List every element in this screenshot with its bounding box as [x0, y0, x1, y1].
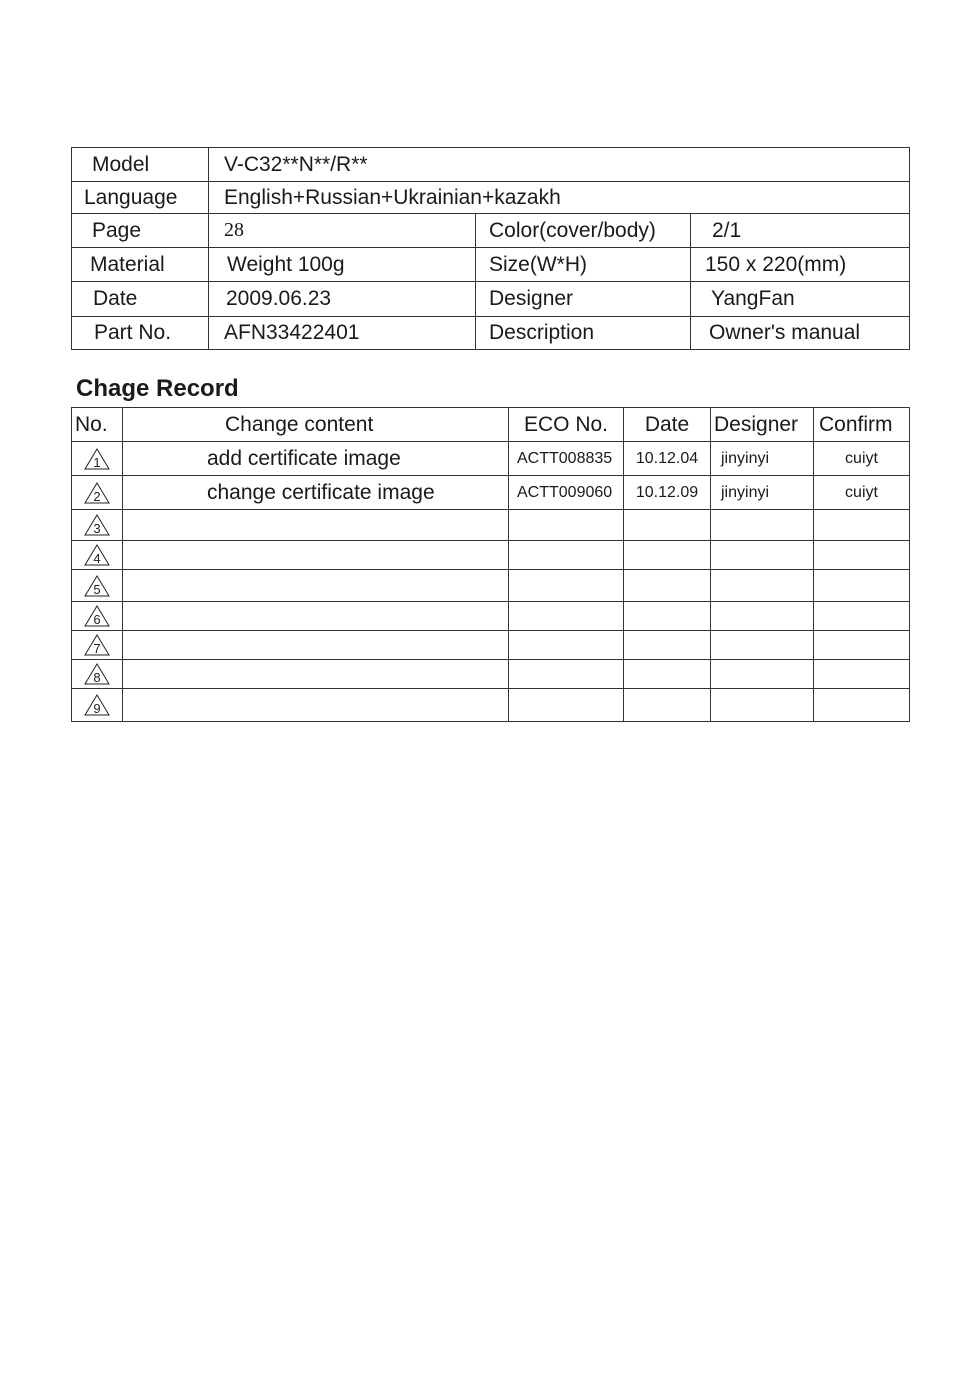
- change-content-cell: change certificate image: [123, 476, 509, 510]
- change-record-row: [72, 689, 910, 722]
- date-cell: [624, 570, 711, 602]
- partno-label: Part No.: [72, 317, 209, 350]
- revision-triangle-icon: [84, 575, 110, 597]
- eco-number-cell: ACTT008835: [509, 442, 624, 476]
- confirm-cell: cuiyt: [814, 476, 910, 510]
- material-label: Material: [72, 248, 209, 282]
- confirm-cell: [814, 602, 910, 631]
- change-record-row: [72, 660, 910, 689]
- revision-number: 1: [93, 454, 101, 470]
- change-content-cell: [123, 541, 509, 570]
- designer-label: Designer: [476, 282, 691, 317]
- date-label: Date: [72, 282, 209, 317]
- designer-cell: [711, 689, 814, 722]
- change-content-cell: [123, 570, 509, 602]
- spec-table: [71, 147, 909, 349]
- change-record-title: Chage Record: [76, 375, 239, 402]
- designer-cell: jinyinyi: [711, 476, 814, 510]
- header-eco-no: ECO No.: [509, 408, 624, 442]
- revision-triangle-icon: [84, 544, 110, 566]
- material-value: Weight 100g: [209, 248, 476, 282]
- date-cell: [624, 689, 711, 722]
- language-label: Language: [72, 182, 209, 214]
- header-designer: Designer: [711, 408, 814, 442]
- revision-number-cell: [72, 510, 123, 541]
- designer-cell: [711, 602, 814, 631]
- date-cell: [624, 510, 711, 541]
- designer-cell: [711, 660, 814, 689]
- eco-number-cell: ACTT009060: [509, 476, 624, 510]
- date-cell: [624, 541, 711, 570]
- date-cell: 10.12.04: [624, 442, 711, 476]
- eco-number-cell: [509, 602, 624, 631]
- language-value: English+Russian+Ukrainian+kazakh: [209, 182, 910, 214]
- confirm-cell: [814, 631, 910, 660]
- change-record-row: [72, 510, 910, 541]
- eco-number-cell: [509, 510, 624, 541]
- revision-number: 7: [93, 641, 101, 656]
- change-record-table: [71, 407, 909, 722]
- color-value: 2/1: [691, 214, 910, 248]
- partno-value: AFN33422401: [209, 317, 476, 350]
- confirm-cell: cuiyt: [814, 442, 910, 476]
- change-record-row: [72, 476, 910, 510]
- revision-number-cell: [72, 541, 123, 570]
- eco-number-cell: [509, 631, 624, 660]
- designer-value: YangFan: [691, 282, 910, 317]
- change-content-cell: add certificate image: [123, 442, 509, 476]
- date-cell: [624, 631, 711, 660]
- date-value: 2009.06.23: [209, 282, 476, 317]
- eco-number-cell: [509, 689, 624, 722]
- revision-number-cell: [72, 660, 123, 689]
- eco-number-cell: [509, 541, 624, 570]
- header-change-content: Change content: [123, 408, 509, 442]
- description-value: Owner's manual: [691, 317, 910, 350]
- revision-number: 5: [93, 581, 101, 597]
- model-label: Model: [72, 148, 209, 182]
- change-content-cell: [123, 689, 509, 722]
- eco-number-cell: [509, 660, 624, 689]
- designer-cell: [711, 570, 814, 602]
- change-content-cell: [123, 510, 509, 541]
- page-value: 28: [209, 214, 476, 248]
- designer-cell: [711, 541, 814, 570]
- header-confirm: Confirm: [814, 408, 910, 442]
- revision-number-cell: [72, 631, 123, 660]
- revision-number-cell: [72, 476, 123, 510]
- change-record-row: [72, 631, 910, 660]
- revision-number: 3: [93, 521, 101, 536]
- revision-number-cell: [72, 442, 123, 476]
- revision-triangle-icon: [84, 694, 110, 716]
- revision-triangle-icon: [84, 482, 110, 504]
- designer-cell: [711, 510, 814, 541]
- header-date: Date: [624, 408, 711, 442]
- color-label: Color(cover/body): [476, 214, 691, 248]
- change-record-row: [72, 570, 910, 602]
- revision-number-cell: [72, 602, 123, 631]
- confirm-cell: [814, 510, 910, 541]
- change-record-row: [72, 541, 910, 570]
- change-content-cell: [123, 602, 509, 631]
- revision-triangle-icon: [84, 605, 110, 627]
- change-content-cell: [123, 631, 509, 660]
- change-content-cell: [123, 660, 509, 689]
- confirm-cell: [814, 570, 910, 602]
- size-value: 150 x 220(mm): [691, 248, 910, 282]
- revision-number-cell: [72, 570, 123, 602]
- size-label: Size(W*H): [476, 248, 691, 282]
- revision-triangle-icon: [84, 663, 110, 685]
- confirm-cell: [814, 689, 910, 722]
- date-cell: [624, 660, 711, 689]
- eco-number-cell: [509, 570, 624, 602]
- revision-number-cell: [72, 689, 123, 722]
- confirm-cell: [814, 660, 910, 689]
- date-cell: 10.12.09: [624, 476, 711, 510]
- revision-triangle-icon: [84, 634, 110, 656]
- description-label: Description: [476, 317, 691, 350]
- revision-number: 4: [93, 551, 101, 566]
- revision-number: 9: [93, 701, 101, 716]
- confirm-cell: [814, 541, 910, 570]
- revision-triangle-icon: [84, 514, 110, 536]
- designer-cell: [711, 631, 814, 660]
- revision-number: 2: [93, 488, 101, 504]
- date-cell: [624, 602, 711, 631]
- revision-number: 8: [93, 670, 101, 685]
- change-record-row: [72, 602, 910, 631]
- designer-cell: jinyinyi: [711, 442, 814, 476]
- header-no: No.: [72, 408, 123, 442]
- revision-triangle-icon: [84, 448, 110, 470]
- revision-number: 6: [93, 612, 101, 627]
- page-label: Page: [72, 214, 209, 248]
- model-value: V-C32**N**/R**: [209, 148, 910, 182]
- change-record-row: [72, 442, 910, 476]
